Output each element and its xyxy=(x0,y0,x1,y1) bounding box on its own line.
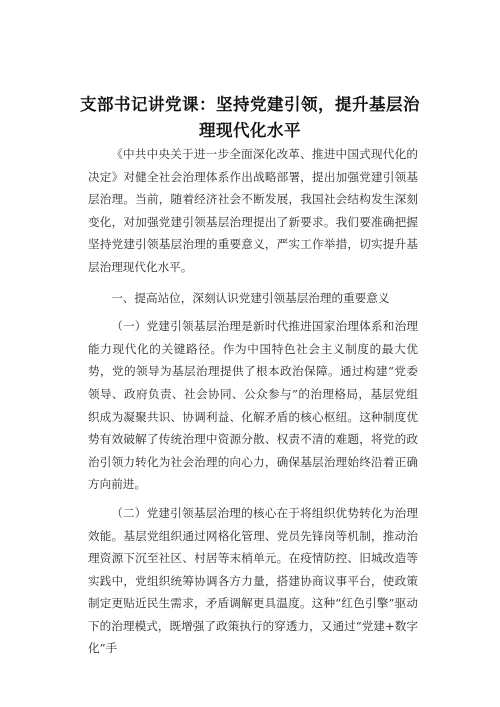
document-title xyxy=(60,92,440,144)
paragraph-1: （一）党建引领基层治理是新时代推进国家治理体系和治理能力现代化的关键路径。作为中国特色社会主义制度的最大优势，党的领导为基层治理提供了根本政治保障。通过构建“党委领导、政府负责、社会协同、公众参与”的治理格局，基层党组织成为凝聚共识、协调利益、化解矛盾的核心枢纽。这种制度优势有效破解了传统治理中资源分散、权责不清的难题，将党的政治引领力转化为社会治理的向心力，确保基层治理始终沿着正确方向前进。 xyxy=(88,319,418,492)
paragraph-2: （二）党建引领基层治理的核心在于将组织优势转化为治理效能。基层党组织通过网格化管理、党员先锋岗等机制，推动治理资源下沉至社区、村居等末梢单元。在疫情防控、旧城改造等实践中，党组织统筹协调各方力量，搭建协商议事平台，使政策制定更贴近民生需求，矛盾调解更具温度。这种“红色引擎”驱动下的治理模式，既增强了政策执行的穿透力，又通过“党建+数字化”手 xyxy=(88,505,418,656)
title-line-1: 支部书记讲党课：坚持党建引领，提升基层治 xyxy=(80,95,420,114)
title-line-2: 理现代化水平 xyxy=(199,121,301,140)
intro-paragraph: 《中共中央关于进一步全面深化改革、推进中国式现代化的决定》对健全社会治理体系作出战略部署，提出加强党建引领基层治理。当前，随着经济社会不断发展，我国社会结构发生深刻变化，对加强党建引领基层治理提出了新要求。我们要准确把握坚持党建引领基层治理的重要意义，严实工作举措，切实提升基层治理现代化水平。 xyxy=(88,147,418,274)
section-heading-1: 一、提高站位，深刻认识党建引领基层治理的重要意义 xyxy=(111,290,390,305)
document-body xyxy=(88,143,418,660)
